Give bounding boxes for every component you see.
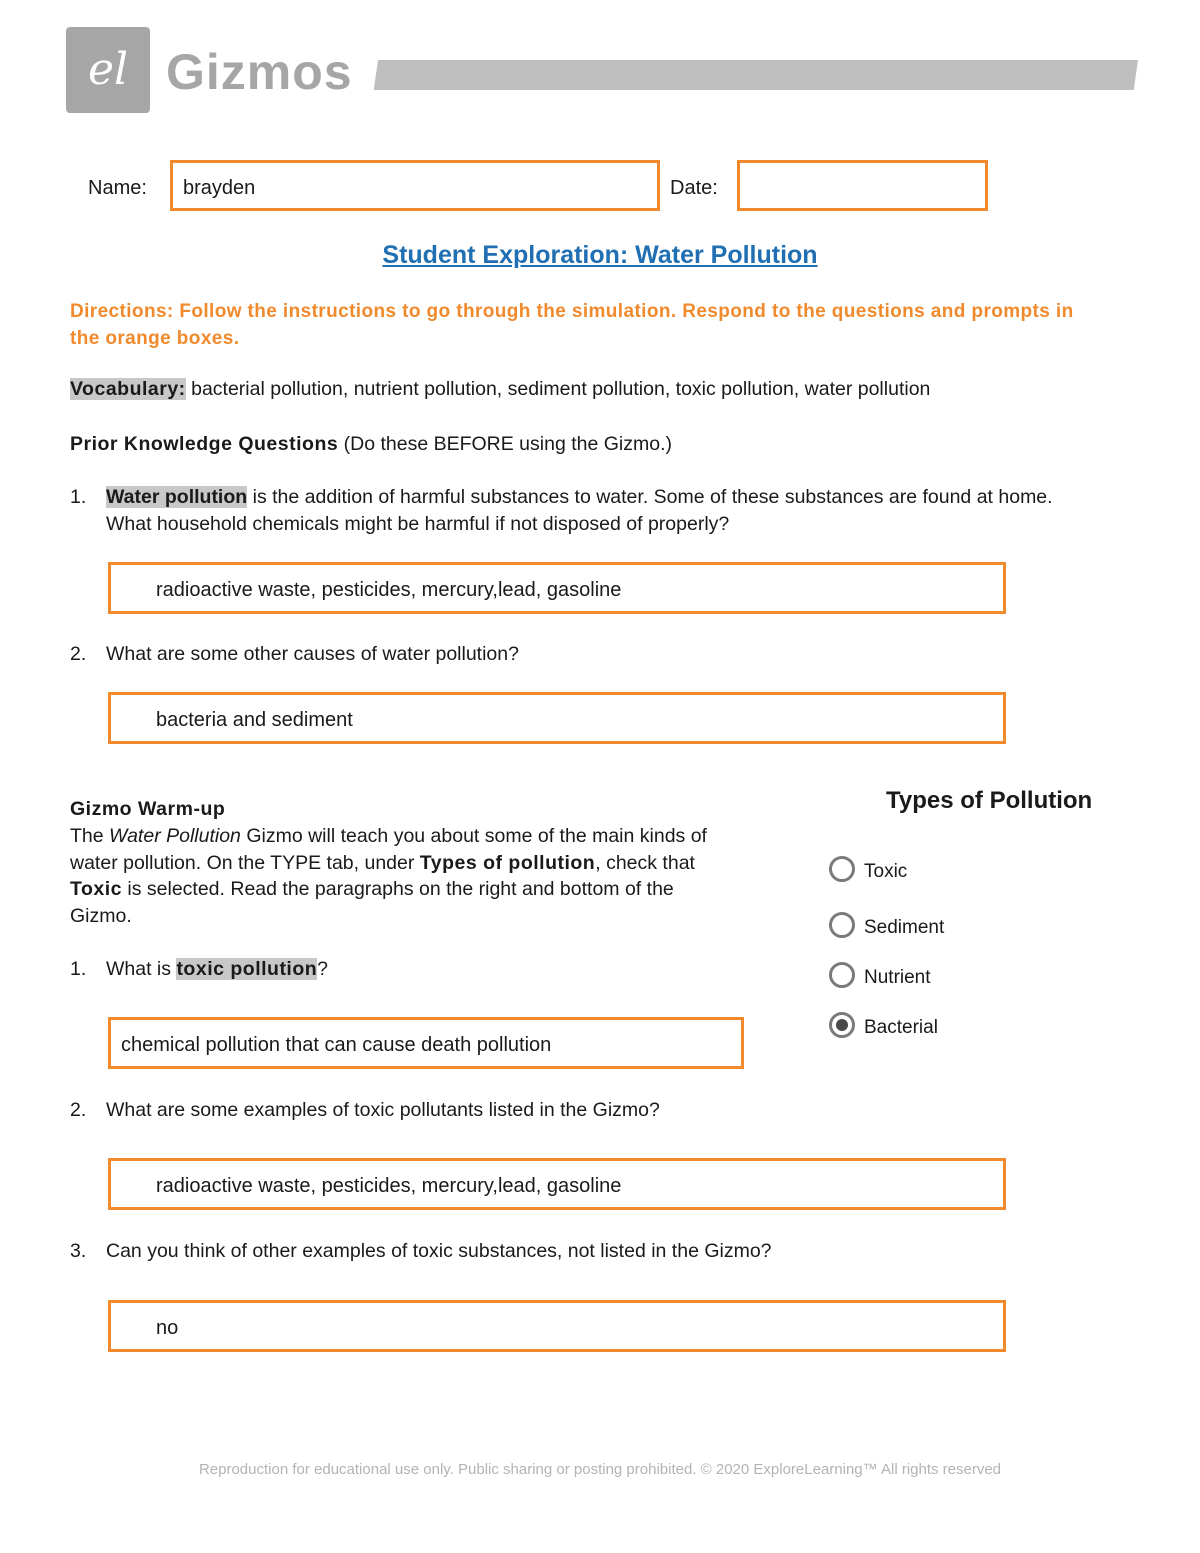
types-of-pollution-title: Types of Pollution <box>886 787 1093 814</box>
prior-q1-answer-box[interactable] <box>108 562 1006 614</box>
prior-knowledge-heading <box>70 431 1130 458</box>
prior-q2-answer-box[interactable] <box>108 692 1006 744</box>
warmup-q3-number: 3. <box>70 1240 87 1262</box>
warmup-q1-pre: What is <box>106 958 177 980</box>
warmup-q1-post: ? <box>317 958 329 980</box>
vocabulary-label: Vocabulary: <box>70 378 186 400</box>
prior-q2-answer: bacteria and sediment <box>156 709 353 731</box>
date-field[interactable] <box>737 160 988 211</box>
page-title: Student Exploration: Water Pollution <box>382 241 818 269</box>
warmup-intro-1: The <box>70 825 110 847</box>
warmup-heading: Gizmo Warm-up <box>70 798 226 820</box>
warmup-intro-italic: Water Pollution <box>109 825 241 847</box>
warmup-intro-2: Gizmo will teach you about some of the main kinds of water pollution. On the TYPE tab, under <box>70 825 707 874</box>
header-bar <box>374 60 1138 90</box>
brand-name: Gizmos <box>166 44 353 100</box>
radio-sediment[interactable] <box>829 912 855 938</box>
prior-q1-body: is the addition of harmful substances to water. Some of these substances are found at home. What household chemicals might be harmful if not disposed of properly? <box>106 486 1053 535</box>
explorelearning-logo-icon: el <box>87 44 129 95</box>
radio-nutrient[interactable] <box>829 962 855 988</box>
prior-q1-number: 1. <box>70 486 87 508</box>
date-label: Date: <box>670 177 718 199</box>
warmup-intro-4: is selected. Read the paragraphs on the right and bottom of the Gizmo. <box>70 878 674 927</box>
warmup-q1-text <box>106 956 328 983</box>
warmup-q3-answer: no <box>156 1317 179 1339</box>
warmup-q1-number: 1. <box>70 958 87 980</box>
vocabulary-terms: bacterial pollution, nutrient pollution, sediment pollution, toxic pollution, water pollution <box>185 378 931 400</box>
toxic-pollution-term: toxic pollution <box>176 958 318 980</box>
prior-q2-number: 2. <box>70 643 87 665</box>
warmup-intro-3: , check that <box>595 851 695 874</box>
warmup-q2-text: What are some examples of toxic pollutants listed in the Gizmo? <box>106 1099 660 1121</box>
warmup-q1-answer: chemical pollution that can cause death pollution <box>121 1034 552 1056</box>
water-pollution-term: Water pollution <box>106 486 248 508</box>
name-value: brayden <box>183 177 256 199</box>
prior-q1-answer: radioactive waste, pesticides, mercury,lead, gasoline <box>156 579 622 601</box>
name-label: Name: <box>88 177 147 199</box>
warmup-q2-answer: radioactive waste, pesticides, mercury,lead, gasoline <box>156 1175 622 1197</box>
warmup-intro <box>70 823 740 929</box>
warmup-intro-bold-types: Types of pollution <box>419 851 596 874</box>
radio-bacterial-label: Bacterial <box>864 1017 938 1038</box>
warmup-intro-bold-toxic: Toxic <box>70 878 122 900</box>
prior-subheading: (Do these BEFORE using the Gizmo.) <box>338 433 672 455</box>
warmup-q3-answer-box[interactable] <box>108 1300 1006 1352</box>
warmup-q1-answer-box[interactable] <box>108 1017 744 1069</box>
prior-q1-text <box>106 484 1096 538</box>
vocabulary <box>70 376 1130 403</box>
radio-bacterial[interactable] <box>829 1012 855 1038</box>
directions: Directions: Follow the instructions to go through the simulation. Respond to the questions and prompts in the orange boxes. <box>70 301 1074 349</box>
radio-sediment-label: Sediment <box>864 917 945 938</box>
footer-copyright: Reproduction for educational use only. Public sharing or posting prohibited. © 2020 ExploreLearning™ All rights reserved <box>198 1461 1002 1478</box>
radio-toxic-label: Toxic <box>864 861 908 882</box>
radio-toxic[interactable] <box>829 856 855 882</box>
prior-q2-text: What are some other causes of water pollution? <box>106 643 519 665</box>
radio-nutrient-label: Nutrient <box>864 967 931 988</box>
warmup-q2-answer-box[interactable] <box>108 1158 1006 1210</box>
name-field[interactable] <box>170 160 660 211</box>
prior-heading: Prior Knowledge Questions <box>70 433 339 455</box>
warmup-q2-number: 2. <box>70 1099 87 1121</box>
warmup-q3-text: Can you think of other examples of toxic substances, not listed in the Gizmo? <box>106 1240 772 1262</box>
